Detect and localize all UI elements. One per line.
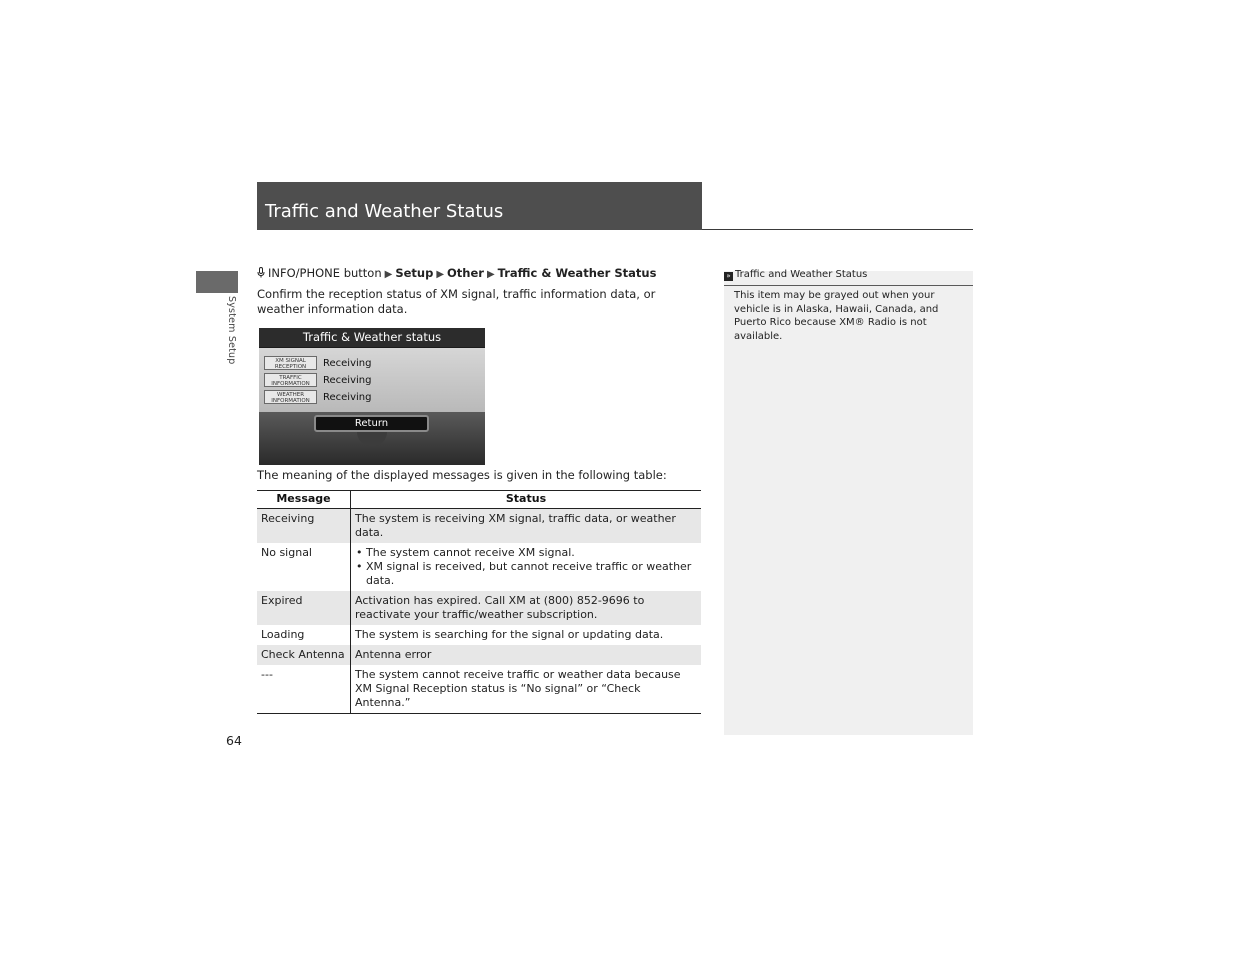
message-cell: No signal	[257, 543, 351, 591]
status-bullet: • XM signal is received, but cannot receive traffic or weather data.	[355, 560, 697, 588]
side-note-heading	[724, 268, 973, 286]
title-divider	[702, 229, 973, 230]
status-cell: The system is receiving XM signal, traffic data, or weather data.	[351, 509, 702, 544]
status-cell: Activation has expired. Call XM at (800) 852-9696 to reactivate your traffic/weather subscription.	[351, 591, 702, 625]
table-row	[257, 543, 701, 591]
status-cell: The system cannot receive traffic or weather data because XM Signal Reception status is “No signal” or “Check Antenna.”	[351, 665, 702, 714]
weather-information-value: Receiving	[323, 392, 372, 403]
breadcrumb-step-traffic-weather: Traffic & Weather Status	[497, 266, 657, 280]
message-cell: Expired	[257, 591, 351, 625]
message-cell: Receiving	[257, 509, 351, 544]
side-note-title: Traffic and Weather Status	[735, 269, 868, 280]
intro-paragraph: Confirm the reception status of XM signal, traffic information data, or weather information data.	[257, 287, 656, 316]
table-header-row	[257, 491, 701, 509]
chapter-label: System Setup	[226, 296, 237, 365]
breadcrumb-step-other: Other	[447, 266, 484, 280]
message-cell: Loading	[257, 625, 351, 645]
message-status-table	[257, 490, 701, 714]
arrow-right-icon: ▶	[486, 269, 495, 280]
status-bullet-list	[355, 546, 697, 588]
side-note-text: This item may be grayed out when your vehicle is in Alaska, Hawaii, Canada, and Puerto Rico because XM® Radio is not available.	[734, 290, 939, 342]
status-cell: Antenna error	[351, 645, 702, 665]
chapter-tab	[196, 271, 238, 293]
breadcrumb	[257, 266, 656, 282]
arrow-right-icon: ▶	[384, 269, 393, 280]
table-row	[257, 509, 701, 544]
status-bullet: • The system cannot receive XM signal.	[355, 546, 697, 560]
status-cell	[351, 543, 702, 591]
header-message: Message	[257, 491, 351, 509]
table-row	[257, 591, 701, 625]
table-row	[257, 625, 701, 645]
arrow-right-icon: ▶	[436, 269, 445, 280]
table-row	[257, 665, 701, 714]
microphone-icon	[257, 267, 265, 278]
reference-icon: »	[724, 272, 733, 281]
weather-information-label: WEATHER INFORMATION	[264, 390, 317, 404]
xm-signal-reception-label: XM SIGNAL RECEPTION	[264, 356, 317, 370]
message-cell: Check Antenna	[257, 645, 351, 665]
xm-signal-reception-value: Receiving	[323, 358, 372, 369]
breadcrumb-step-setup: Setup	[395, 266, 434, 280]
status-cell: The system is searching for the signal or updating data.	[355, 628, 664, 641]
return-button: Return	[314, 415, 429, 432]
page-number: 64	[226, 733, 242, 748]
traffic-information-label: TRAFFIC INFORMATION	[264, 373, 317, 387]
traffic-information-value: Receiving	[323, 375, 372, 386]
navigation-screen-image	[259, 328, 485, 465]
screen-title: Traffic & Weather status	[302, 330, 442, 344]
table-row	[257, 645, 701, 665]
message-cell: ---	[257, 665, 351, 714]
table-intro: The meaning of the displayed messages is given in the following table:	[257, 468, 667, 482]
header-status: Status	[351, 491, 702, 509]
page-title: Traffic and Weather Status	[265, 201, 504, 222]
breadcrumb-start: INFO/PHONE button	[268, 266, 382, 280]
